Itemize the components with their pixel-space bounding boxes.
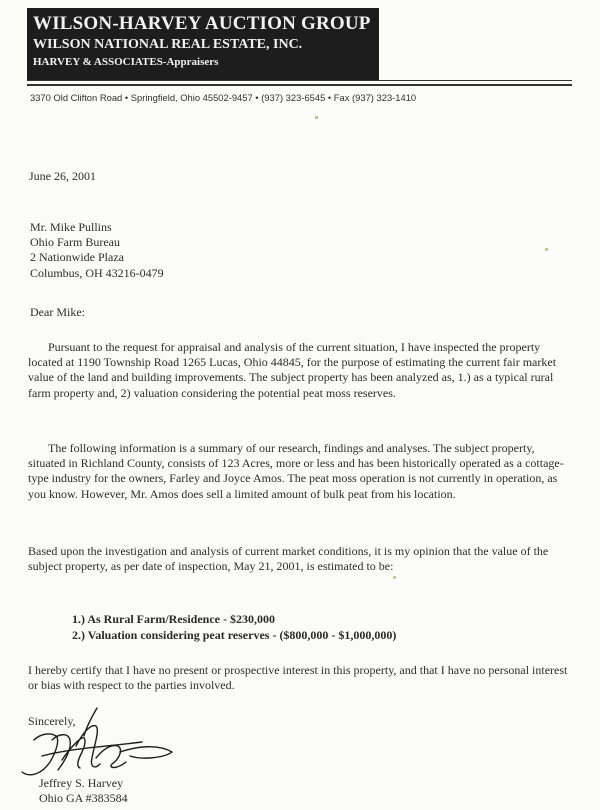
handwritten-signature <box>12 700 182 785</box>
company-appraisers: HARVEY & ASSOCIATES-Appraisers <box>33 56 219 68</box>
valuation-list <box>72 611 396 643</box>
paragraph-summary: The following information is a summary of our research, findings and analyses. The subject property, situated in Richland County, consists of 123 Acres, more or less and has been historically operated as a cottage-type industry for the owners, Farley and Joyce Amos. The peat moss operation is not currently in operation, as you know. However, Mr. Amos does sell a limited amount of bulk peat from his location. <box>28 441 564 501</box>
recipient-block <box>30 220 164 281</box>
paragraph-certification: I hereby certify that I have no present or prospective interest in this property, and that I have no personal interest or bias with respect to the parties involved. <box>28 663 568 693</box>
letterhead-rule-thick <box>27 84 572 86</box>
scan-speck <box>545 248 548 251</box>
scan-speck <box>315 116 318 119</box>
signer-block <box>39 776 128 805</box>
company-address: 3370 Old Clifton Road • Springfield, Ohio 45502-9457 • (937) 323-6545 • Fax (937) 323-1410 <box>30 92 417 103</box>
letterhead <box>27 8 379 80</box>
recipient-organization: Ohio Farm Bureau <box>30 235 120 250</box>
scan-speck <box>393 576 396 579</box>
signer-name: Jeffrey S. Harvey <box>39 776 124 790</box>
signer-license: Ohio GA #383584 <box>39 790 128 805</box>
company-name: WILSON-HARVEY AUCTION GROUP <box>33 13 371 34</box>
valuation-peat: 2.) Valuation considering peat reserves - ($800,000 - $1,000,000) <box>72 628 397 642</box>
company-subsidiary: WILSON NATIONAL REAL ESTATE, INC. <box>33 37 303 52</box>
recipient-city: Columbus, OH 43216-0479 <box>30 265 164 280</box>
paragraph-opinion: Based upon the investigation and analysis of current market conditions, it is my opinion that the value of the subject property, as per date of inspection, May 21, 2001, is estimated to be: <box>28 544 549 574</box>
recipient-street: 2 Nationwide Plaza <box>30 250 124 265</box>
salutation: Dear Mike: <box>30 305 85 319</box>
recipient-name: Mr. Mike Pullins <box>30 220 112 234</box>
letterhead-rule <box>27 80 572 81</box>
letter-date: June 26, 2001 <box>29 169 96 183</box>
valuation-rural: 1.) As Rural Farm/Residence - $230,000 <box>72 612 275 626</box>
paragraph-inspection: Pursuant to the request for appraisal and analysis of the current situation, I have inspected the property located at 1190 Township Road 1265 Lucas, Ohio 44845, for the purpose of estimating the current fair market value of the land and building improvements. The subject property has been analyzed as, 1.) as a typical rural farm property and, 2) valuation considering the potential peat moss reserves. <box>28 340 557 400</box>
closing: Sincerely, <box>28 714 76 728</box>
